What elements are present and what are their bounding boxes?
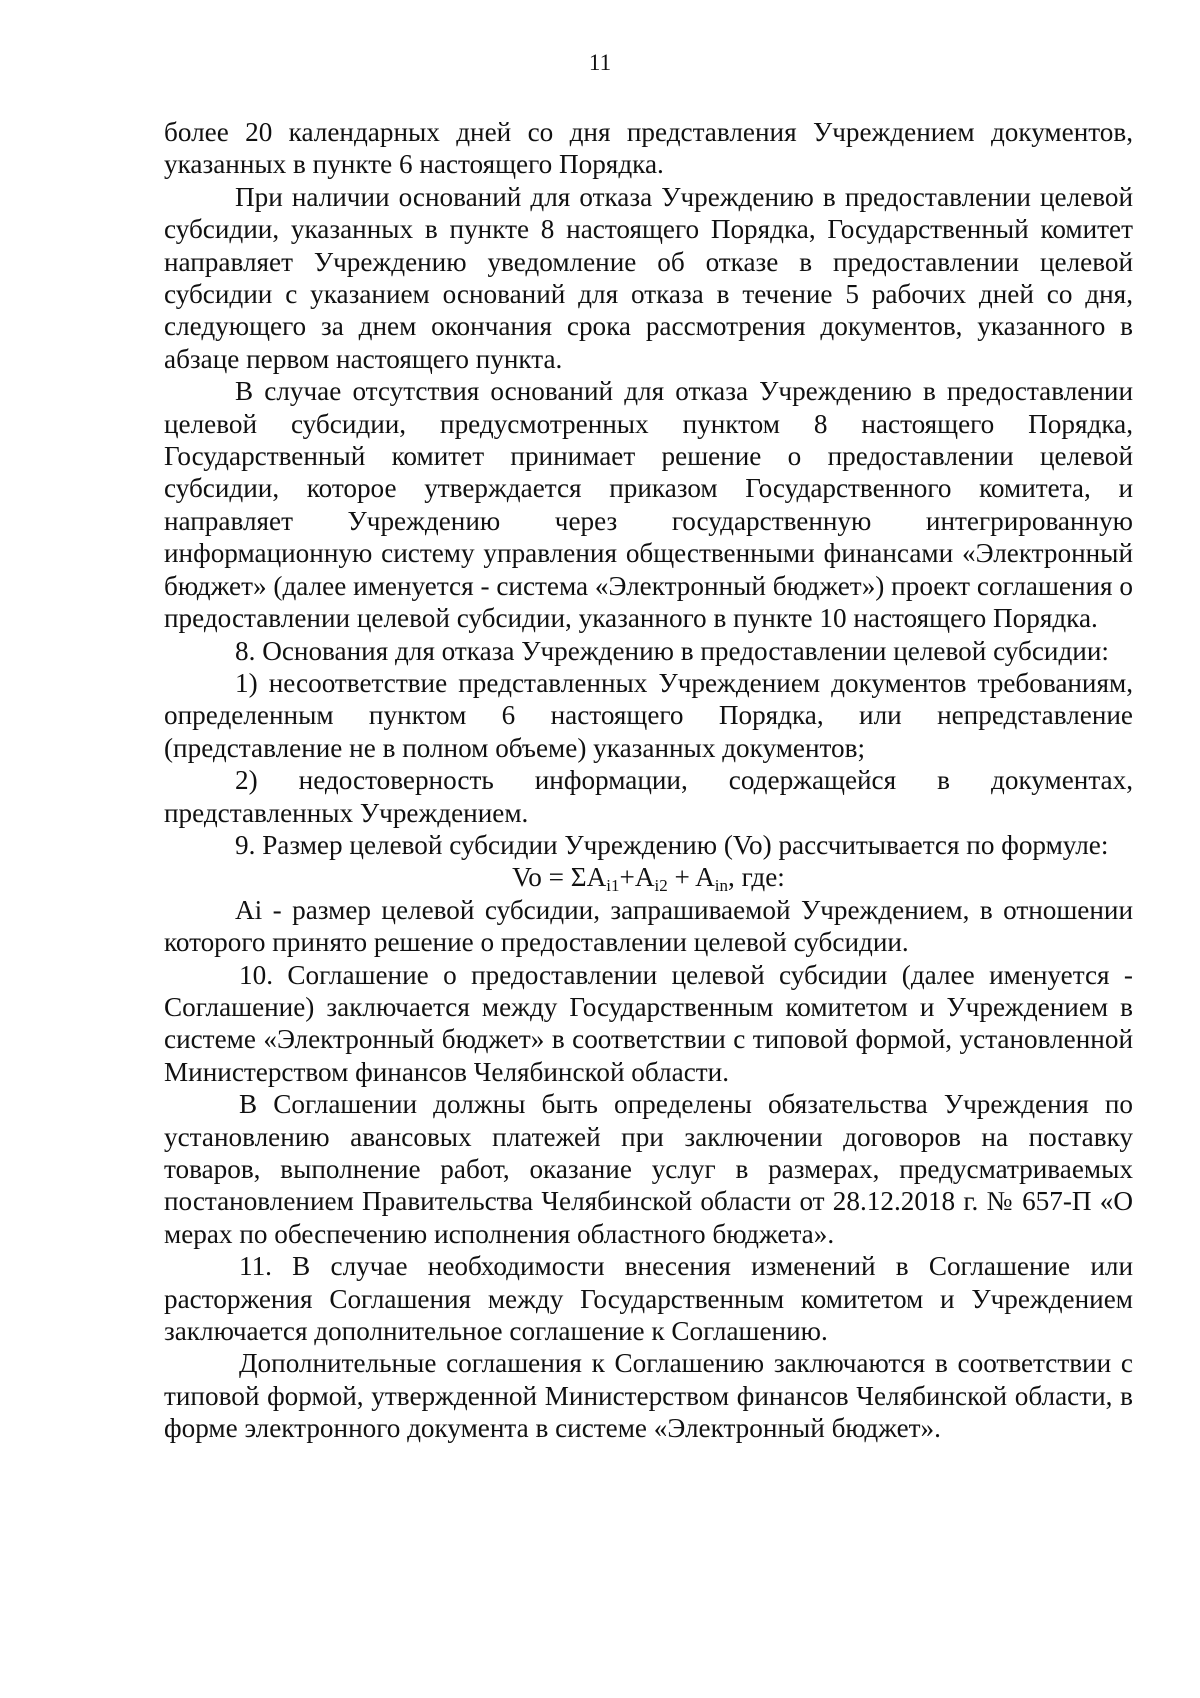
formula-tail: , где: — [728, 862, 785, 893]
paragraph-11-additional: Дополнительные соглашения к Соглашению заключаются в соответствии с типовой формой, утвержденной Министерством финансов Челябинской области, в форме электронного документа в системе «Электронный бюджет». — [164, 1348, 1133, 1444]
paragraph-no-refusal: В случае отсутствия оснований для отказа Учреждению в предоставлении целевой субсидии, предусмотренных пунктом 8 настоящего Порядка, Государственный комитет принимает решение о предоставлении целевой субсидии, которое утверждается приказом Государственного комитета, и направляет Учреждению через государственную интегрированную информационную систему управления общественными финансами «Электронный бюджет» (далее именуется - система «Электронный бюджет») проект соглашения о предоставлении целевой субсидии, указанного в пункте 10 настоящего Порядка. — [164, 376, 1133, 634]
formula-sub-2: i2 — [654, 876, 668, 896]
formula-plus-1: +A — [619, 862, 655, 893]
formula-sub-1: i1 — [606, 876, 620, 896]
document-body — [164, 116, 1133, 1445]
formula-lhs: Vo = ΣA — [512, 862, 607, 893]
paragraph-10: 10. Соглашение о предоставлении целевой субсидии (далее именуется - Соглашение) заключается между Государственным комитетом и Учреждением в системе «Электронный бюджет» в соответствии с типовой формой, установленной Министерством финансов Челябинской области. — [164, 959, 1133, 1087]
paragraph-refusal-notice: При наличии оснований для отказа Учреждению в предоставлении целевой субсидии, указанных в пункте 8 настоящего Порядка, Государственный комитет направляет Учреждению уведомление об отказе в предоставлении целевой субсидии с указанием оснований для отказа в течение 5 рабочих дней со дня, следующего за днем окончания срока рассмотрения документов, указанного в абзаце первом настоящего пункта. — [164, 181, 1133, 374]
page-number: 11 — [588, 50, 612, 75]
subsidy-formula — [164, 861, 1133, 896]
paragraph-8-item-2: 2) недостоверность информации, содержащейся в документах, представленных Учреждением. — [164, 765, 1133, 828]
paragraph-9: 9. Размер целевой субсидии Учреждению (Vo) рассчитывается по формуле: — [235, 829, 1109, 860]
paragraph-8-heading: 8. Основания для отказа Учреждению в предоставлении целевой субсидии: — [235, 635, 1109, 666]
formula-sub-3: in — [714, 876, 728, 896]
paragraph-continuation: более 20 календарных дней со дня представления Учреждением документов, указанных в пункте 6 настоящего Порядка. — [164, 117, 1133, 180]
paragraph-10-obligations: В Соглашении должны быть определены обязательства Учреждения по установлению авансовых платежей при заключении договоров на поставку товаров, выполнение работ, оказание услуг в размерах, предусматриваемых постановлением Правительства Челябинской области от 28.12.2018 г. № 657-П «О мерах по обеспечению исполнения областного бюджета». — [164, 1089, 1133, 1249]
formula-plus-2: + A — [667, 862, 715, 893]
paragraph-8-item-1: 1) несоответствие представленных Учреждением документов требованиям, определенным пунктом 6 настоящего Порядка, или непредставление (представление не в полном объеме) указанных документов; — [164, 667, 1133, 763]
paragraph-ai-definition: Ai - размер целевой субсидии, запрашиваемой Учреждением, в отношении которого принято решение о предоставлении целевой субсидии. — [164, 894, 1133, 958]
paragraph-11: 11. В случае необходимости внесения изменений в Соглашение или расторжения Соглашения между Государственным комитетом и Учреждением заключается дополнительное соглашение к Соглашению. — [164, 1251, 1133, 1347]
